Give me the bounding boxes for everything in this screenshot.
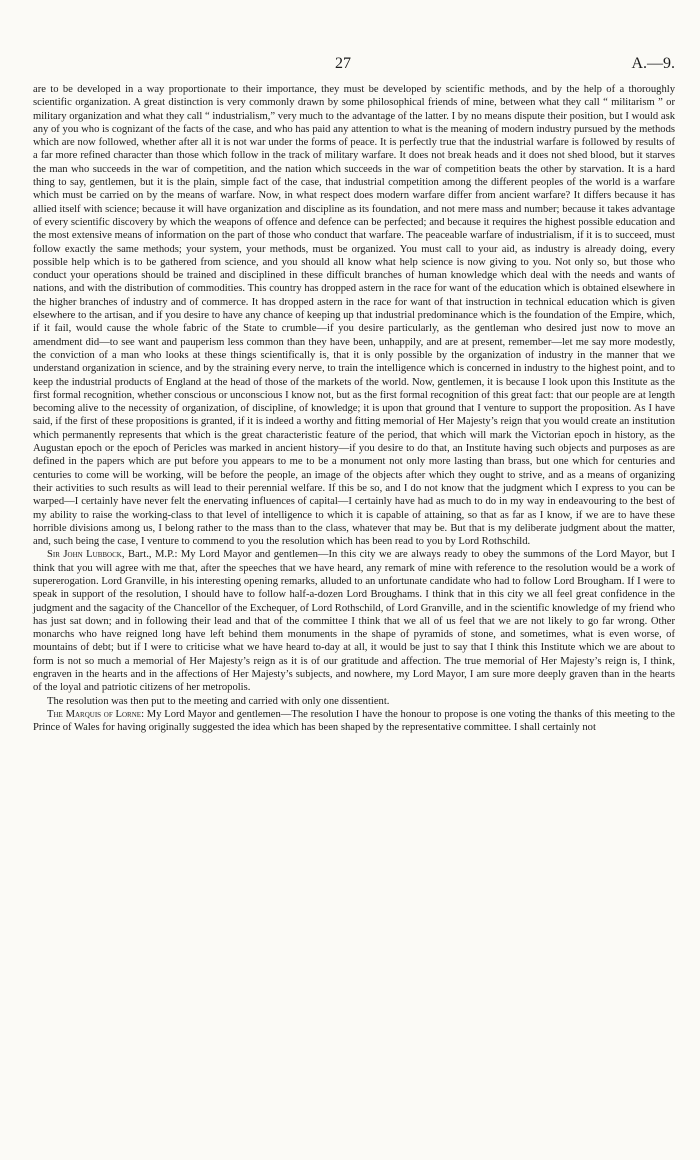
paragraph-continuation: [33, 83, 675, 548]
paragraph-speech-lorne: [33, 708, 675, 735]
speaker-name: The Marquis of Lorne: [47, 708, 142, 720]
page-number: 27: [335, 55, 351, 72]
paragraph-text: The resolution was then put to the meeting and carried with only one dissentient.: [47, 695, 390, 707]
body-text: [33, 83, 675, 735]
page-header: [33, 55, 675, 79]
paragraph-speech-lubbock: [33, 548, 675, 694]
paragraph-resolution-carried: [33, 695, 675, 708]
document-reference: A.—9.: [631, 55, 675, 72]
paragraph-text: are to be developed in a way proportionate to their importance, they must be developed by scientific methods, and by the help of a thoroughly scientific organization. A great distinction is very commonly drawn by some philosophical friends of mine, between what they call “ militarism ” or military organization and what they call “ industrialism,” very much to the advantage of the latter. I by no means dispute their position, but I would ask any of you who is cognizant of the facts of the case, and who has paid any attention to what is the meaning of modern industry pursued by the methods which are now followed, whether after all it is not war under the forms of peace. It is perfectly true that the industrial warfare is followed by results of a far more refined character than those which follow in the track of military warfare. It does not break heads and it does not shed blood, but it starves the man who succeeds in the war of competition, and the nation which succeeds in the war of competition beats the other by starvation. It is a hard thing to say, gentlemen, but it is the plain, simple fact of the case, that industrial competition among the different peoples of the world is a warfare which must be carried on by the means of warfare. Now, in what respect does modern warfare differ from ancient warfare? It differs because it has allied itself with science; because it will have organization and discipline as its foundation, and not mere mass and number; because it takes advantage of every scientific discovery by which the weapons of offence and defence can be perfected; and because it requires the highest possible education and the most extensive means of information on the part of those who conduct that warfare. The peaceable warfare of industrialism, if it is to succeed, must follow exactly the same methods; your system, your methods, must be organized. You must call to your aid, as industry is already doing, every possible help which is to be gathered from science, and you should all know what help science is now giving to you. Not only so, but those who conduct your operations should be trained and disciplined in these difficult branches of human knowledge which deal with the needs and wants of nations, and with the distribution of commodities. This country has dropped astern in the race for want of the education which is obtained elsewhere in the higher branches of industry and of commerce. It has dropped astern in the race for want of that instruction in technical education which is given elsewhere to the artisan, and if you desire to have any chance of keeping up that industrial predominance which is the foundation of the Empire, which, if it fail, would cause the whole fabric of the State to crumble—if you desire particularly, as the gentleman who desired just now to move an amendment did—to see want and pauperism less common than they have been, unhappily, and are at present, remember—let me say more modestly, the conviction of a man who looks at these things scientifically is, that it is only possible by the organization of industry in the manner that we understand organization in science, and by the straining every nerve, to train the intelligence which is concerned in industry to the highest point, and to keep the industrial products of England at the head of those of the markets of the world. Now, gentlemen, it is because I look upon this Institute as the first formal recognition, whether conscious or unconscious I know not, but as the first formal recognition of this great fact: that our people are at length becoming alive to the necessity of organization, of discipline, of knowledge; it is upon that ground that I venture to support the proposition. As I have said, if the first of these propositions is granted, if it is indeed a worthy and fitting memorial of Her Majesty’s reign that you would create an institution which permanently represents that which is the great characteristic feature of the period, that which will mark the Victorian epoch in history, as the Augustan epoch or the epoch of Pericles was marked in ancient history—if you desire to do that, an Institute having such objects and purposes as are defined in the papers which are put before you appears to me to be a monument not only more lasting than brass, but one which for centuries and centuries to come will be working, will be before the people, an image of the objects after which they ought to strive, and as a means of organizing their activities to such results as will lead to their perennial welfare. If this be so, and I do not know that the judgment which I express to you can be warped—I certainly have never felt the enervating influences of capital—I certainly have had as much to do in my way in endeavouring to the best of my ability to raise the working-class to that level of intelligence to which it is capable of attaining, so that as far as I know, if we are to have these horrible divisions among us, I belong rather to the mass than to the class, whatever that may be. But that is my deliberate judgment about the matter, and, such being the case, I venture to commend to you the resolution which has been read to you by Lord Rothschild.: [33, 84, 675, 548]
paragraph-text: , Bart., M.P.: My Lord Mayor and gentlemen—In this city we are always ready to obey the summons of the Lord Mayor, but I think that you will agree with me that, after the speeches that we have heard, any remark of mine with reference to the resolution would be a work of supererogation. Lord Granville, in his interesting opening remarks, alluded to an unfortunate candidate who had to follow Lord Brougham. If I were to speak in support of the resolution, I should have to follow half-a-dozen Lord Broughams. I think that in this city we all feel great confidence in the judgment and the sagacity of the Chancellor of the Exchequer, of Lord Rothschild, of Lord Granville, and in the scientific knowledge of my friend who has just sat down; and in following their lead and that of the committee I think that we all of us feel that we are not likely to go far wrong. Other monarchs who have reigned long have left behind them monuments in the shape of pyramids of stone, and sometimes, what is even worse, of mountains of debt; but if I were to criticise what we have heard to-day at all, it would be just to say that I think this Institute which we are about to form is not so much a memorial of Her Majesty’s reign as it is of our gratitude and affection. The true memorial of Her Majesty’s reign is, I think, engraven in the hearts and in the affections of Her Majesty’s subjects, and nowhere, my Lord Mayor, I am sure more deeply graven than in the hearts of the loyal and patriotic citizens of her metropolis.: [33, 549, 675, 694]
paragraph-text: : My Lord Mayor and gentlemen—The resolution I have the honour to propose is one voting the thanks of this meeting to the Prince of Wales for having originally suggested the idea which has been shaped by the representative committee. I shall certainly not: [33, 708, 675, 734]
speaker-name: Sir John Lubbock: [47, 549, 122, 561]
